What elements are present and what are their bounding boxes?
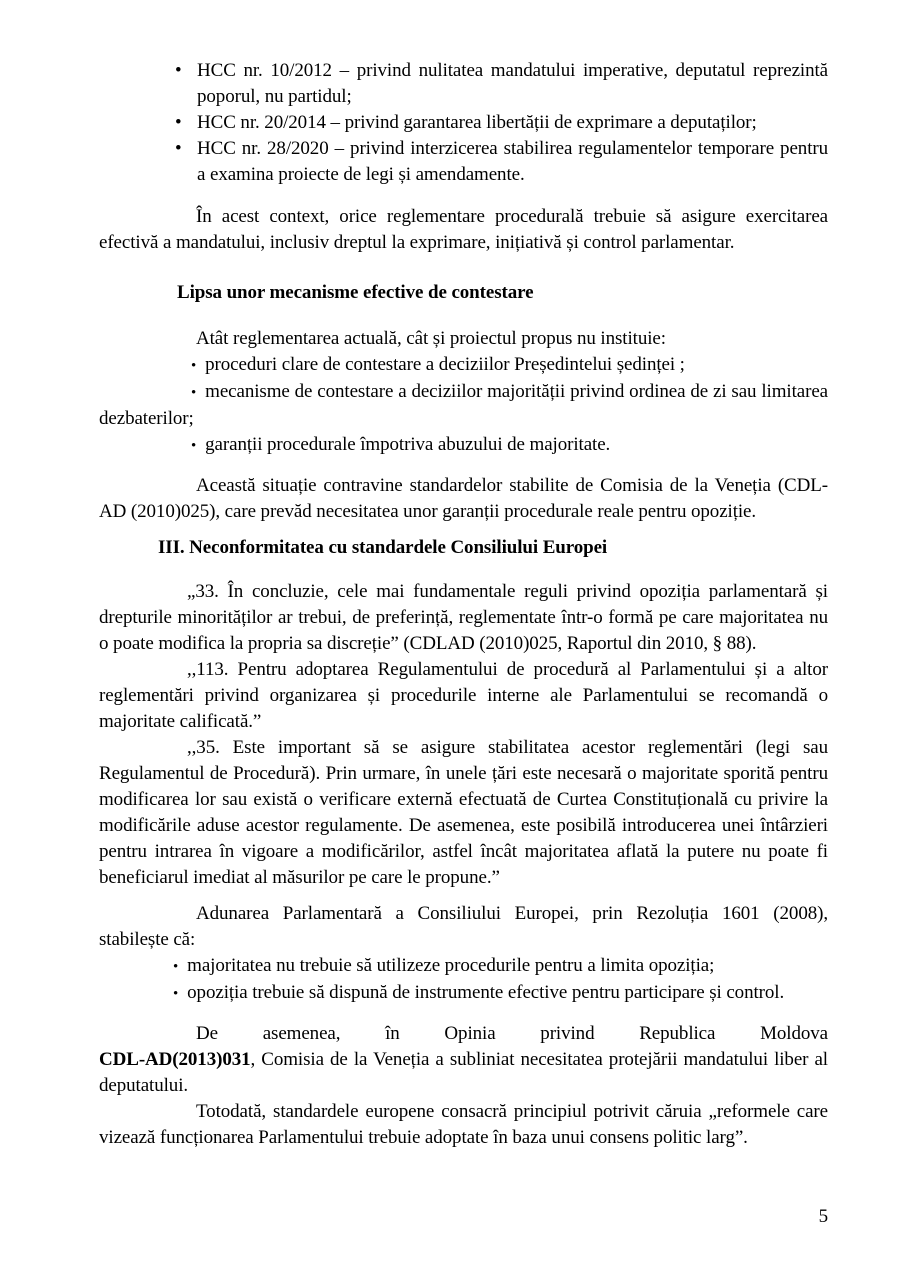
bullet-icon: • [191, 438, 197, 454]
heading-contestare: Lipsa unor mecanisme efective de contestare [177, 282, 534, 303]
hcc-decisions-list [99, 58, 828, 188]
list-item [99, 110, 828, 136]
paragraph-context: În acest context, orice reglementare procedurală trebuie să asigure exercitarea efectivă a mandatului, inclusiv dreptul la exprimare, inițiativă și control parlamentar. [99, 206, 828, 253]
bullet-icon: • [173, 986, 179, 1002]
paragraph-opinia [99, 1021, 828, 1099]
page-number: 5 [818, 1206, 828, 1227]
paragraph-atat: Atât reglementarea actuală, cât și proiectul propus nu instituie: [196, 328, 666, 349]
list-item [99, 136, 828, 188]
paragraph-adunarea: Adunarea Parlamentară a Consiliului Europei, prin Rezoluția 1601 (2008), stabilește că: [99, 903, 828, 950]
paragraph-quote-33: „33. În concluzie, cele mai fundamentale reguli privind opoziția parlamentară și drepturile minorităților ar trebui, de preferință, reglementate într-o formă pe care majoritatea nu o poate modifica la propria sa discreție” (CDLAD (2010)025, Raportul din 2010, § 88). [99, 581, 828, 654]
bullet-icon: • [173, 959, 179, 975]
bullet-icon: • [191, 385, 197, 401]
list-item-text: HCC nr. 20/2014 – privind garantarea libertății de exprimare a deputaților; [197, 112, 757, 133]
bullet-icon: • [175, 138, 182, 159]
bullet-icon: • [175, 60, 182, 81]
paragraph-aceasta: Această situație contravine standardelor stabilite de Comisia de la Veneția (CDL-AD (2010)025), care prevăd necesitatea unor garanții procedurale reale pentru opoziție. [99, 475, 828, 522]
list-item-text: proceduri clare de contestare a deciziilor Președintelui ședinței ; [205, 354, 685, 375]
list-item [99, 953, 828, 980]
bullet-icon: • [175, 112, 182, 133]
list-item [99, 352, 828, 379]
paragraph-quote-113: ,,113. Pentru adoptarea Regulamentului de procedură al Parlamentului și a altor reglementări privind organizarea și procedurile interne ale Parlamentului se recomandă o majoritate calificată.” [99, 659, 828, 732]
list-item [99, 980, 828, 1007]
list-item-text: majoritatea nu trebuie să utilizeze procedurile pentru a limita opoziția; [187, 955, 715, 976]
paragraph-totodata: Totodată, standardele europene consacră principiul potrivit căruia „reformele care vizează funcționarea Parlamentului trebuie adoptate în baza unui consens politic larg”. [99, 1101, 828, 1148]
contestare-list [99, 352, 828, 459]
list-item-text: HCC nr. 10/2012 – privind nulitatea mandatului imperative, deputatul reprezintă poporul, nu partidul; [197, 60, 828, 107]
bullet-icon: • [191, 358, 197, 374]
list-item-text: HCC nr. 28/2020 – privind interzicerea stabilirea regulamentelor temporare pentru a examina proiecte de legi și amendamente. [197, 138, 828, 185]
rezolutie-list [99, 953, 828, 1007]
list-item [99, 379, 828, 432]
paragraph-opinia-line1: De asemenea, în Opinia privind Republica Moldova [196, 1023, 828, 1044]
paragraph-quote-35: ,,35. Este important să se asigure stabilitatea acestor reglementări (legi sau Regulamentul de Procedură). Prin urmare, în unele țări este necesară o majoritate sporită pentru modificarea lor sau există o verificare externă efectuată de Curtea Constituțională cu privire la modificările aduse acestor regulamente. De asemenea, este posibilă introducerea unei întârzieri pentru intrarea în vigoare a modificărilor, astfel încât majoritatea aflată la putere nu poate fi beneficiarul imediat al măsurilor pe care le propune.” [99, 737, 828, 888]
paragraph-opinia-rest: , Comisia de la Veneția a subliniat necesitatea protejării mandatului liber al deputatului. [99, 1049, 828, 1096]
list-item-text: opoziția trebuie să dispună de instrumente efective pentru participare și control. [187, 982, 785, 1003]
list-item-text: garanții procedurale împotriva abuzului de majoritate. [205, 434, 611, 455]
list-item-text: mecanisme de contestare a deciziilor majorității privind ordinea de zi sau limitarea dezbaterilor; [99, 381, 828, 429]
cdl-ad-reference: CDL-AD(2013)031 [99, 1049, 251, 1070]
list-item [99, 432, 828, 459]
heading-neconformitate: III. Neconformitatea cu standardele Consiliului Europei [158, 537, 608, 558]
list-item [99, 58, 828, 110]
